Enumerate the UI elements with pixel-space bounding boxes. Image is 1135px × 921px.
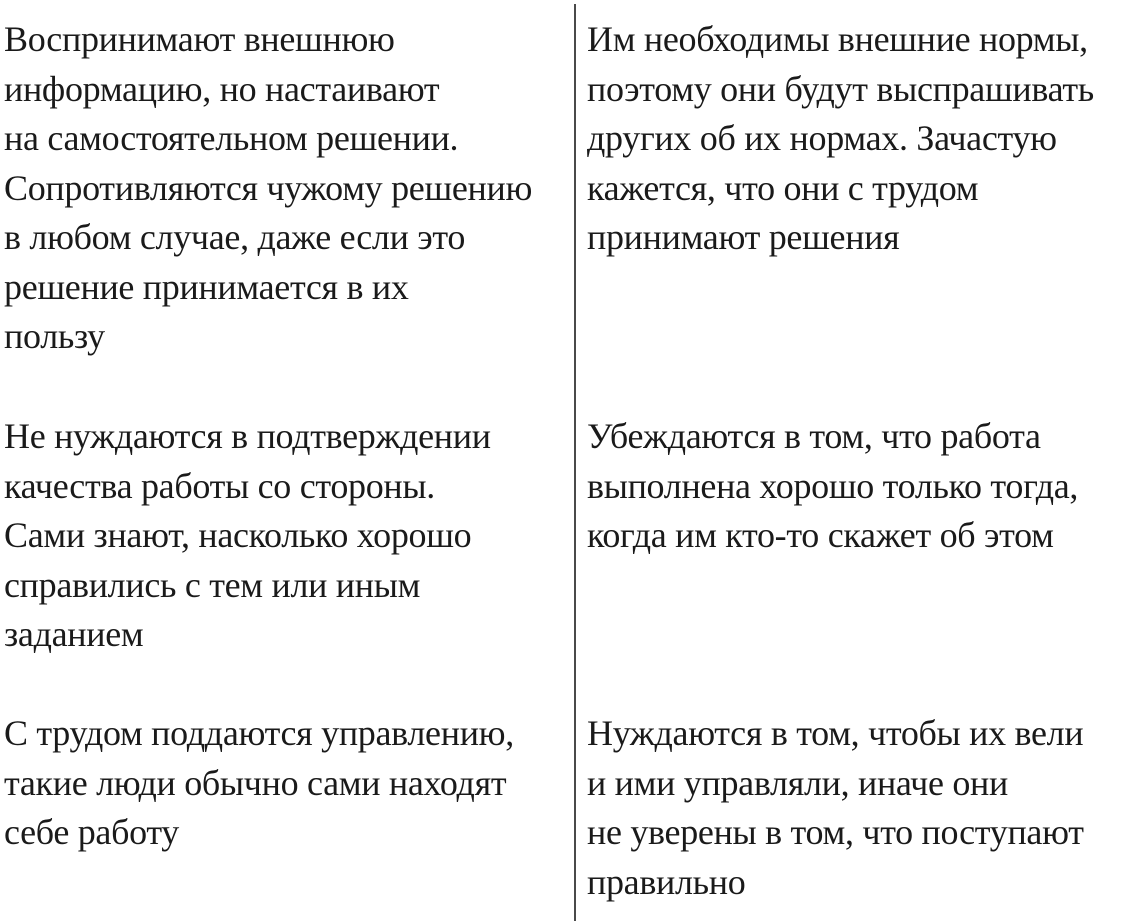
text-line: решение принимается в их: [4, 266, 409, 307]
text-line: заданием: [4, 614, 144, 654]
text-line: пользу: [4, 316, 105, 356]
column-divider: [574, 4, 576, 921]
text-line: правильно: [587, 861, 746, 902]
row1-right-cell: [587, 15, 1094, 263]
text-line: принимают решения: [587, 217, 900, 257]
text-line: Им необходимы внешние нормы,: [587, 19, 1088, 59]
text-line: себе работу: [4, 812, 179, 852]
row2-right-cell: [587, 412, 1078, 561]
text-line: Сами знают, насколько хорошо: [4, 515, 472, 555]
text-line: С трудом поддаются управлению,: [4, 713, 514, 753]
row3-right-cell: [587, 709, 1084, 907]
text-line: информацию, но настаивают: [4, 68, 440, 109]
row2-left-cell: [4, 412, 491, 660]
text-line: и ими управляли, иначе они: [587, 762, 1008, 803]
text-line: поэтому они будут выспрашивать: [587, 68, 1094, 109]
text-line: в любом случае, даже если это: [4, 217, 466, 257]
row3-left-cell: [4, 709, 514, 858]
text-line: Нуждаются в том, чтобы их вели: [587, 713, 1084, 753]
text-line: Убеждаются в том, что работа: [587, 416, 1041, 456]
text-line: качества работы со стороны.: [4, 465, 435, 506]
text-line: такие люди обычно сами находят: [4, 762, 507, 803]
text-line: Не нуждаются в подтверждении: [4, 416, 491, 456]
text-line: кажется, что они с трудом: [587, 167, 979, 208]
text-line: Воспринимают внешнюю: [4, 19, 395, 59]
text-line: когда им кто-то скажет об этом: [587, 515, 1054, 555]
text-line: Сопротивляются чужому решению: [4, 167, 533, 208]
text-line: других об их нормах. Зачастую: [587, 118, 1057, 158]
text-line: на самостоятельном решении.: [4, 118, 459, 158]
text-line: не уверены в том, что поступают: [587, 812, 1084, 852]
text-line: выполнена хорошо только тогда,: [587, 465, 1079, 506]
row1-left-cell: [4, 15, 532, 362]
text-line: справились с тем или иным: [4, 564, 421, 605]
